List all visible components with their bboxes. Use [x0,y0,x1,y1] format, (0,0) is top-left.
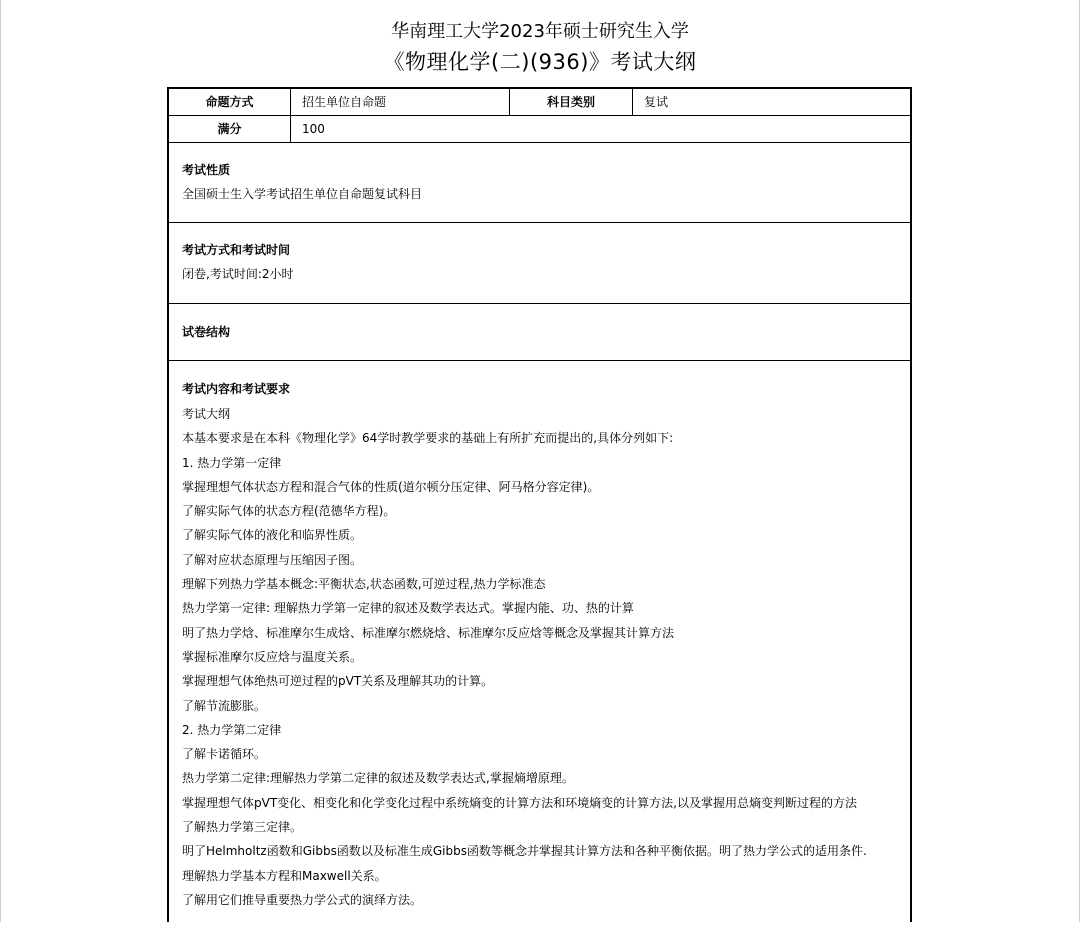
section-heading: 考试方式和考试时间 [182,243,291,257]
content-line: 考试大纲 [182,407,231,421]
content-line: 了解用它们推导重要热力学公式的演绎方法。 [182,892,423,907]
content-line: 1. 热力学第一定律 [182,455,282,470]
content-line: 本基本要求是在本科《物理化学》64学时教学要求的基础上有所扩充而提出的,具体分列如下: [182,431,674,446]
section-exam-nature [169,143,910,223]
info-row-method [169,89,910,116]
outline-table [167,87,912,922]
value-full-score: 100 [302,122,325,136]
section-paper-structure [169,304,910,361]
content-line: 热力学第二定律:理解热力学第二定律的叙述及数学表达式,掌握熵增原理。 [182,771,574,786]
section-heading: 考试性质 [182,163,231,177]
content-line: 理解下列热力学基本概念:平衡状态,状态函数,可逆过程,热力学标准态 [182,577,546,592]
section-line: 闭卷,考试时间:2小时 [182,267,294,281]
section-exam-method-time [169,223,910,304]
content-line: 掌握标准摩尔反应焓与温度关系。 [182,649,363,664]
section-heading: 试卷结构 [182,325,231,339]
content-line: 了解实际气体的液化和临界性质。 [182,528,363,543]
page-edge-left [0,0,1,922]
document-title-line1: 华南理工大学2023年硕士研究生入学 [391,21,689,42]
label-full-score: 满分 [169,116,291,142]
section-heading: 考试内容和考试要求 [182,382,291,396]
content-line: 掌握理想气体绝热可逆过程的pVT关系及理解其功的计算。 [182,674,494,689]
label-subject-category: 科目类别 [510,89,633,115]
content-line: 明了Helmholtz函数和Gibbs函数以及标准生成Gibbs函数等概念并掌握其计算方法和各种平衡依据。明了热力学公式的适用条件. [182,844,867,859]
content-line: 了解卡诺循环。 [182,747,267,762]
section-line: 全国硕士生入学考试招生单位自命题复试科目 [182,187,423,201]
value-subject-category: 复试 [644,95,669,109]
document-title-line2: 《物理化学(二)(936)》考试大纲 [383,50,697,74]
section-exam-content [169,361,910,936]
content-line: 了解热力学第三定律。 [182,820,303,835]
content-line: 了解实际气体的状态方程(范德华方程)。 [182,504,396,519]
content-line: 了解节流膨胀。 [182,698,267,713]
info-row-full-score [169,116,910,143]
label-proposition-method: 命题方式 [169,89,291,115]
content-line: 掌握理想气体pVT变化、相变化和化学变化过程中系统熵变的计算方法和环境熵变的计算方法,以及掌握用总熵变判断过程的方法 [182,795,857,810]
content-line: 掌握理想气体状态方程和混合气体的性质(道尔顿分压定律、阿马格分容定律)。 [182,479,600,494]
content-line: 理解热力学基本方程和Maxwell关系。 [182,868,387,883]
content-line: 明了热力学焓、标准摩尔生成焓、标准摩尔燃烧焓、标准摩尔反应焓等概念及掌握其计算方法 [182,625,675,640]
content-line: 了解对应状态原理与压缩因子图。 [182,552,363,567]
content-line: 2. 热力学第二定律 [182,722,282,737]
content-line: 热力学第一定律: 理解热力学第一定律的叙述及数学表达式。掌握内能、功、热的计算 [182,601,634,616]
value-proposition-method: 招生单位自命题 [291,89,510,115]
